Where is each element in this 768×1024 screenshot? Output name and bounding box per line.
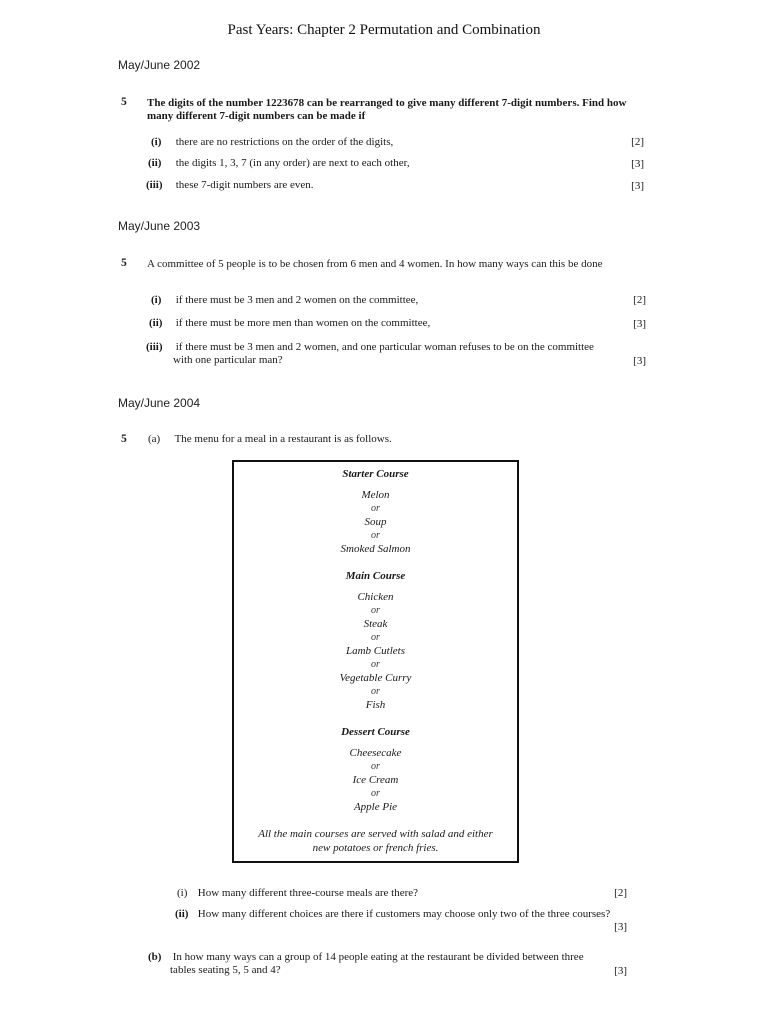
part-marks: [2]: [631, 136, 644, 148]
part-text: if there must be 3 men and 2 women, and one particular woman refuses to be on the committee: [175, 341, 594, 353]
part-label: (iii): [146, 341, 163, 353]
part-text: In how many ways can a group of 14 people eating at the restaurant be divided between three: [172, 951, 584, 963]
menu-footer: All the main courses are served with salad and either: [258, 828, 493, 840]
part-marks: [2]: [614, 887, 627, 899]
menu-main-heading: Main Course: [345, 570, 406, 582]
part-label: (iii): [146, 179, 163, 191]
part-text: there are no restrictions on the order of the digits,: [175, 136, 394, 148]
menu-item: Lamb Cutlets: [346, 645, 405, 657]
section-heading-2004: May/June 2004: [118, 396, 201, 410]
menu-item: Vegetable Curry: [339, 672, 412, 684]
menu-dessert-heading: Dessert Course: [341, 726, 410, 738]
menu-item: Fish: [365, 699, 386, 711]
section-heading-2002: May/June 2002: [118, 58, 201, 72]
part-text: these 7-digit numbers are even.: [175, 179, 314, 191]
menu-item: Soup: [364, 516, 387, 528]
section-heading-2003: May/June 2003: [118, 219, 201, 233]
question-number: 5: [121, 433, 127, 445]
part-marks: [2]: [633, 294, 646, 306]
part-text-continued: tables seating 5, 5 and 4?: [170, 964, 281, 976]
question-part: [177, 887, 418, 899]
menu-or: or: [371, 659, 380, 670]
part-label: (ii): [148, 157, 162, 169]
question-part: [148, 157, 410, 169]
part-marks: [3]: [631, 180, 644, 192]
menu-item: Ice Cream: [352, 774, 399, 786]
menu-or: or: [371, 605, 380, 616]
question-part: [146, 179, 314, 191]
question-stem: The digits of the number 1223678 can be rearranged to give many different 7-digit numbers. Find how many different 7-digit numbers can be made if: [147, 97, 627, 122]
question-part: [175, 908, 610, 920]
question-part: [151, 136, 393, 148]
part-label: (i): [177, 887, 188, 899]
menu-footer: new potatoes or french fries.: [312, 842, 439, 854]
part-text: if there must be 3 men and 2 women on the committee,: [175, 294, 419, 306]
menu-item: Steak: [363, 618, 388, 630]
menu-or: or: [371, 686, 380, 697]
question-part: [151, 294, 418, 306]
part-label: (b): [148, 951, 162, 963]
question-number: 5: [121, 257, 127, 269]
page-title: Past Years: Chapter 2 Permutation and Combination: [227, 22, 541, 38]
menu-item: Apple Pie: [353, 801, 398, 813]
question-part: [146, 341, 594, 353]
part-text: How many different choices are there if customers may choose only two of the three courses?: [197, 908, 611, 920]
part-text-continued: with one particular man?: [173, 354, 283, 366]
menu-item: Melon: [361, 489, 390, 501]
question-part: [149, 317, 430, 329]
part-label: (a): [148, 433, 161, 445]
question-stem: A committee of 5 people is to be chosen from 6 men and 4 women. In how many ways can this be done: [147, 258, 603, 270]
menu-starter-heading: Starter Course: [342, 468, 409, 480]
menu-item: Cheesecake: [349, 747, 402, 759]
menu-or: or: [371, 503, 380, 514]
menu-item: Chicken: [357, 591, 394, 603]
part-marks: [3]: [633, 318, 646, 330]
menu-or: or: [371, 632, 380, 643]
question-stem: The menu for a meal in a restaurant is as follows.: [174, 433, 392, 445]
part-text: the digits 1, 3, 7 (in any order) are next to each other,: [175, 157, 410, 169]
part-label: (ii): [149, 317, 163, 329]
menu-or: or: [371, 788, 380, 799]
part-marks: [3]: [631, 158, 644, 170]
question-part-b: [148, 951, 584, 963]
part-marks: [3]: [614, 921, 627, 933]
part-text: How many different three-course meals are there?: [197, 887, 419, 899]
part-label: (i): [151, 136, 162, 148]
part-marks: [3]: [614, 965, 627, 977]
part-marks: [3]: [633, 355, 646, 367]
menu-box: [232, 460, 519, 863]
menu-or: or: [371, 530, 380, 541]
part-label: (i): [151, 294, 162, 306]
question-part-a: [148, 433, 392, 445]
menu-or: or: [371, 761, 380, 772]
part-text: if there must be more men than women on the committee,: [175, 317, 431, 329]
menu-item: Smoked Salmon: [340, 543, 411, 555]
question-number: 5: [121, 96, 127, 108]
part-label: (ii): [175, 908, 189, 920]
